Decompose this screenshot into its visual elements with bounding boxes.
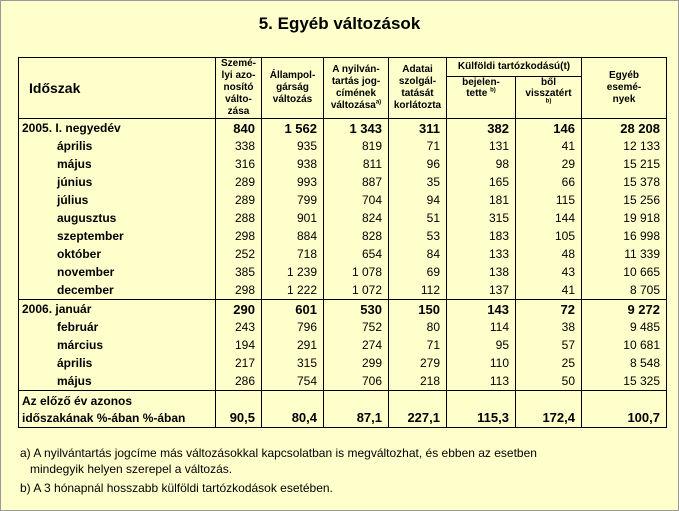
cell-value: 15 215 <box>582 155 667 173</box>
cell-value: 150 <box>389 300 447 319</box>
cell-value: 12 133 <box>582 137 667 155</box>
cell-value: 84 <box>389 245 447 263</box>
cell-value: 35 <box>389 173 447 191</box>
cell-value: 41 <box>516 137 582 155</box>
cell-value: 71 <box>389 137 447 155</box>
row-label: április <box>19 354 216 372</box>
table-row <box>19 354 667 372</box>
cell-value: 112 <box>389 281 447 300</box>
summary-row <box>19 391 667 428</box>
cell-value: 41 <box>516 281 582 300</box>
cell-value: 291 <box>262 336 324 354</box>
table-row <box>19 300 667 319</box>
cell-value: 289 <box>216 191 262 209</box>
cell-value: 299 <box>324 354 389 372</box>
cell-value: 279 <box>389 354 447 372</box>
summary-value: 80,4 <box>262 391 324 428</box>
table-row <box>19 137 667 155</box>
cell-value: 530 <box>324 300 389 319</box>
cell-value: 131 <box>447 137 516 155</box>
row-label: június <box>19 173 216 191</box>
cell-value: 752 <box>324 318 389 336</box>
cell-value: 1 078 <box>324 263 389 281</box>
header-returned: ből visszatért $^{b)}$ <box>516 76 582 118</box>
cell-value: 29 <box>516 155 582 173</box>
row-label: december <box>19 281 216 300</box>
row-label: május <box>19 372 216 391</box>
cell-value: 993 <box>262 173 324 191</box>
row-label: február <box>19 318 216 336</box>
summary-label-line2: időszakának %-ában %-ában <box>22 411 186 425</box>
summary-label-line1: Az előző év azonos <box>22 394 133 408</box>
row-label: október <box>19 245 216 263</box>
footnote-marker-b: b) <box>490 87 496 94</box>
footnote-marker-b: b) <box>545 98 552 105</box>
header-citizenship-change: Állampol- gárság változás <box>262 58 324 119</box>
table-row <box>19 191 667 209</box>
header-abroad-group: Külföldi tartózkodású(t) <box>447 58 582 77</box>
table-row <box>19 173 667 191</box>
table-row <box>19 155 667 173</box>
data-table <box>18 57 667 428</box>
cell-value: 16 998 <box>582 227 667 245</box>
cell-value: 289 <box>216 173 262 191</box>
cell-value: 654 <box>324 245 389 263</box>
cell-value: 57 <box>516 336 582 354</box>
cell-value: 15 256 <box>582 191 667 209</box>
cell-value: 718 <box>262 245 324 263</box>
cell-value: 80 <box>389 318 447 336</box>
cell-value: 72 <box>516 300 582 319</box>
cell-value: 1 239 <box>262 263 324 281</box>
cell-value: 601 <box>262 300 324 319</box>
table-row <box>19 281 667 300</box>
summary-value: 87,1 <box>324 391 389 428</box>
cell-value: 811 <box>324 155 389 173</box>
cell-value: 110 <box>447 354 516 372</box>
cell-value: 217 <box>216 354 262 372</box>
table-row <box>19 209 667 227</box>
cell-value: 71 <box>389 336 447 354</box>
summary-value: 90,5 <box>216 391 262 428</box>
cell-value: 53 <box>389 227 447 245</box>
cell-value: 69 <box>389 263 447 281</box>
summary-value: 100,7 <box>582 391 667 428</box>
cell-value: 252 <box>216 245 262 263</box>
cell-value: 274 <box>324 336 389 354</box>
cell-value: 286 <box>216 372 262 391</box>
cell-value: 51 <box>389 209 447 227</box>
cell-value: 338 <box>216 137 262 155</box>
table-row <box>19 245 667 263</box>
header-registration-title-change: A nyilván- tartás jog- címének változása$^{a)}$ <box>324 58 389 119</box>
table-row <box>19 372 667 391</box>
cell-value: 10 681 <box>582 336 667 354</box>
cell-value: 824 <box>324 209 389 227</box>
cell-value: 828 <box>324 227 389 245</box>
footnote-marker-a: a) <box>375 99 382 106</box>
table-row <box>19 318 667 336</box>
summary-value: 115,3 <box>447 391 516 428</box>
cell-value: 799 <box>262 191 324 209</box>
cell-value: 144 <box>516 209 582 227</box>
cell-value: 165 <box>447 173 516 191</box>
cell-value: 143 <box>447 300 516 319</box>
cell-value: 15 378 <box>582 173 667 191</box>
cell-value: 137 <box>447 281 516 300</box>
cell-value: 1 222 <box>262 281 324 300</box>
row-label: 2006. január <box>19 300 216 319</box>
cell-value: 218 <box>389 372 447 391</box>
cell-value: 133 <box>447 245 516 263</box>
cell-value: 382 <box>447 119 516 138</box>
cell-value: 840 <box>216 119 262 138</box>
footnote-a-line1: a) A nyilvántartás jogcíme más változásokkal kapcsolatban is megváltozhat, és ebben az esetben <box>20 446 537 460</box>
cell-value: 9 485 <box>582 318 667 336</box>
header-period: Időszak <box>19 58 216 119</box>
cell-value: 48 <box>516 245 582 263</box>
cell-value: 385 <box>216 263 262 281</box>
row-label: szeptember <box>19 227 216 245</box>
cell-value: 15 325 <box>582 372 667 391</box>
table-row <box>19 119 667 138</box>
cell-value: 704 <box>324 191 389 209</box>
cell-value: 98 <box>447 155 516 173</box>
cell-value: 315 <box>447 209 516 227</box>
cell-value: 28 208 <box>582 119 667 138</box>
cell-value: 796 <box>262 318 324 336</box>
summary-label <box>19 391 216 428</box>
cell-value: 38 <box>516 318 582 336</box>
footnotes <box>20 445 660 496</box>
cell-value: 8 548 <box>582 354 667 372</box>
cell-value: 754 <box>262 372 324 391</box>
cell-value: 938 <box>262 155 324 173</box>
header-other-events: Egyéb esemé- nyek <box>582 58 667 119</box>
page-title: 5. Egyéb változások <box>258 14 421 33</box>
cell-value: 9 272 <box>582 300 667 319</box>
cell-value: 113 <box>447 372 516 391</box>
row-label: július <box>19 191 216 209</box>
cell-value: 935 <box>262 137 324 155</box>
cell-value: 19 918 <box>582 209 667 227</box>
cell-value: 819 <box>324 137 389 155</box>
cell-value: 706 <box>324 372 389 391</box>
cell-value: 105 <box>516 227 582 245</box>
header-data-restriction: Adatai szolgál- tatását korlátozta <box>389 58 447 119</box>
cell-value: 115 <box>516 191 582 209</box>
cell-value: 298 <box>216 281 262 300</box>
cell-value: 1 072 <box>324 281 389 300</box>
row-label: 2005. I. negyedév <box>19 119 216 138</box>
header-id-change: Szemé- lyi azo- nosító válto- zása <box>216 58 262 119</box>
row-label: március <box>19 336 216 354</box>
cell-value: 901 <box>262 209 324 227</box>
cell-value: 316 <box>216 155 262 173</box>
cell-value: 1 343 <box>324 119 389 138</box>
table-row <box>19 336 667 354</box>
cell-value: 10 665 <box>582 263 667 281</box>
summary-value: 172,4 <box>516 391 582 428</box>
cell-value: 95 <box>447 336 516 354</box>
cell-value: 288 <box>216 209 262 227</box>
row-label: május <box>19 155 216 173</box>
cell-value: 138 <box>447 263 516 281</box>
footnote-a-line2: mindegyik helyen szerepel a változás. <box>30 462 233 476</box>
cell-value: 25 <box>516 354 582 372</box>
cell-value: 50 <box>516 372 582 391</box>
row-label: november <box>19 263 216 281</box>
row-label: augusztus <box>19 209 216 227</box>
cell-value: 146 <box>516 119 582 138</box>
header-reported: bejelen- tette $^{b)}$ <box>447 76 516 118</box>
summary-value: 227,1 <box>389 391 447 428</box>
cell-value: 11 339 <box>582 245 667 263</box>
cell-value: 884 <box>262 227 324 245</box>
cell-value: 290 <box>216 300 262 319</box>
cell-value: 887 <box>324 173 389 191</box>
table-row <box>19 263 667 281</box>
table-row <box>19 227 667 245</box>
cell-value: 311 <box>389 119 447 138</box>
footnote-b: b) A 3 hónapnál hosszabb külföldi tartózkodások esetében. <box>20 481 333 495</box>
cell-value: 8 705 <box>582 281 667 300</box>
cell-value: 66 <box>516 173 582 191</box>
cell-value: 96 <box>389 155 447 173</box>
cell-value: 298 <box>216 227 262 245</box>
cell-value: 181 <box>447 191 516 209</box>
cell-value: 243 <box>216 318 262 336</box>
cell-value: 114 <box>447 318 516 336</box>
cell-value: 194 <box>216 336 262 354</box>
cell-value: 43 <box>516 263 582 281</box>
cell-value: 1 562 <box>262 119 324 138</box>
cell-value: 94 <box>389 191 447 209</box>
row-label: április <box>19 137 216 155</box>
cell-value: 183 <box>447 227 516 245</box>
cell-value: 315 <box>262 354 324 372</box>
